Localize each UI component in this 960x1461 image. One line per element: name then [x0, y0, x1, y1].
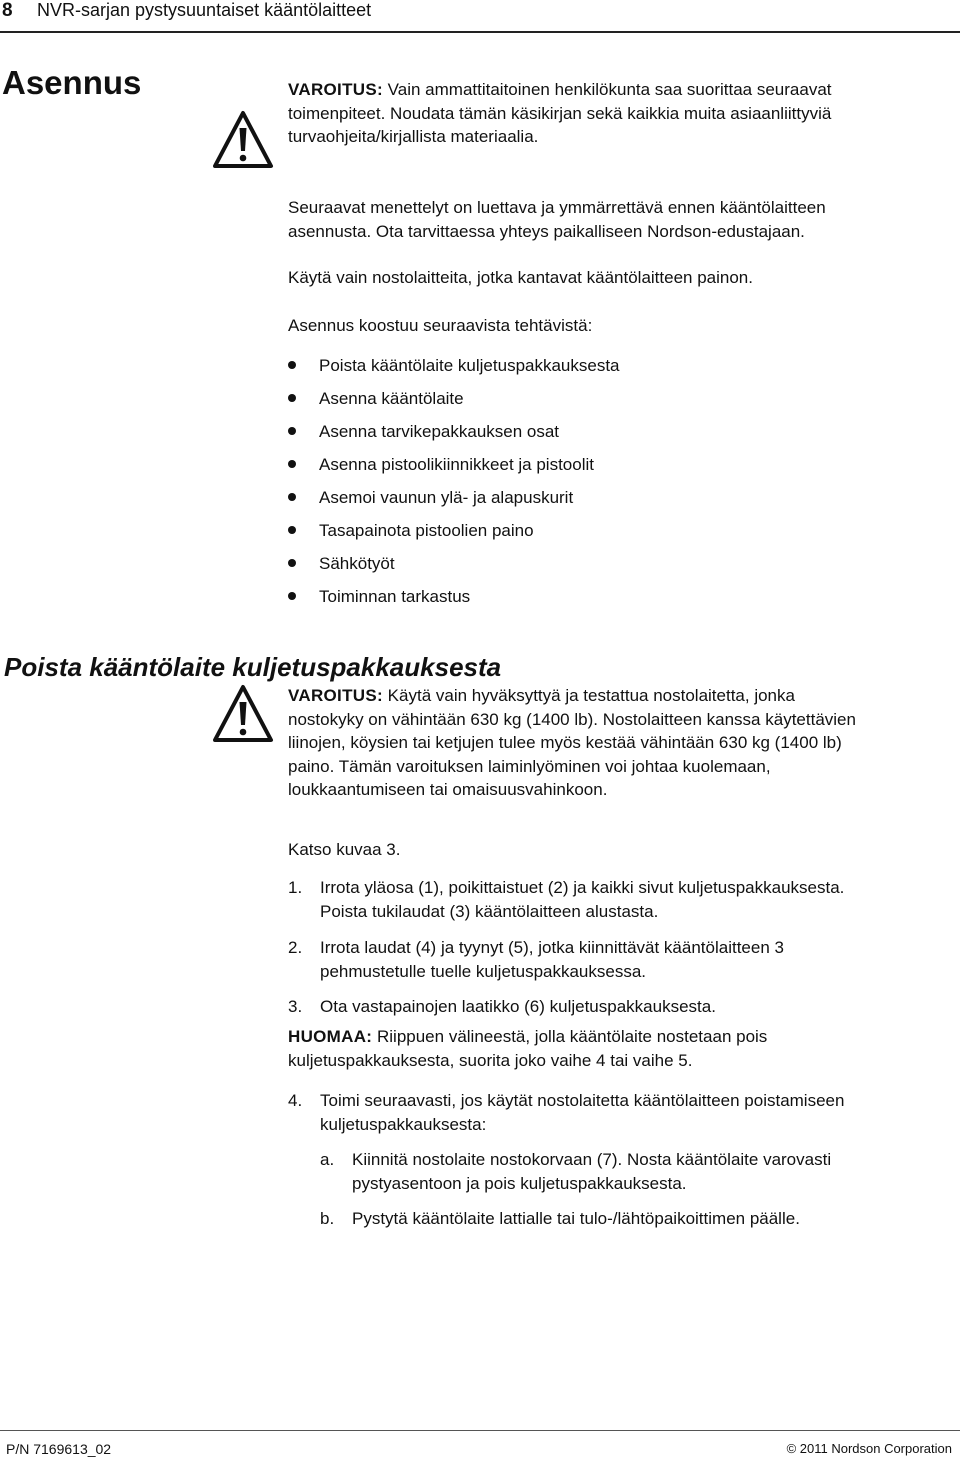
warning-label: VAROITUS:	[288, 686, 383, 705]
bullet-icon	[288, 559, 296, 567]
list-item: Tasapainota pistoolien paino	[288, 519, 888, 543]
substep-text	[352, 1148, 952, 1195]
bullet-icon	[288, 361, 296, 369]
page-number: 8	[2, 0, 13, 21]
figure-reference: Katso kuvaa 3.	[288, 840, 401, 859]
bullet-icon	[288, 460, 296, 468]
step-line: kuljetuspakkauksesta:	[320, 1114, 487, 1134]
warning-text: toimenpiteet. Noudata tämän käsikirjan sekä kaikkia muita asiaanliittyviä	[288, 103, 832, 123]
list-item: Asenna kääntölaite	[288, 387, 888, 411]
part-number: P/N 7169613_02	[6, 1441, 112, 1457]
step-text	[320, 995, 950, 1019]
warning-text: nostokyky on vähintään 630 kg (1400 lb). Nostolaitteen kanssa käytettävien	[288, 709, 856, 729]
paragraph-line: asennusta. Ota tarvittaessa yhteys paikalliseen Nordson-edustajaan.	[288, 221, 805, 241]
list-item: Toiminnan tarkastus	[288, 585, 888, 609]
note-text: kuljetuspakkauksesta, suorita joko vaihe 4 tai vaihe 5.	[288, 1050, 693, 1070]
section-heading-remove-from-crate: Poista kääntölaite kuljetuspakkauksesta	[4, 652, 502, 682]
paragraph: Asennus koostuu seuraavista tehtävistä:	[288, 316, 593, 335]
list-item: Poista kääntölaite kuljetuspakkauksesta	[288, 354, 888, 378]
step-text	[320, 1089, 950, 1136]
running-header-title: NVR-sarjan pystysuuntaiset kääntölaitteet	[37, 0, 372, 20]
footer-divider	[0, 1430, 960, 1431]
section-heading-asennus: Asennus	[2, 64, 142, 101]
list-item: Asemoi vaunun ylä- ja alapuskurit	[288, 486, 888, 510]
warning-block-1	[288, 78, 938, 149]
step-number: 4.	[288, 1091, 303, 1110]
bullet-icon	[288, 592, 296, 600]
warning-triangle-icon	[212, 110, 274, 170]
paragraph: Käytä vain nostolaitteita, jotka kantavat kääntölaitteen painon.	[288, 268, 753, 287]
bullet-icon	[288, 526, 296, 534]
step-line: Irrota laudat (4) ja tyynyt (5), jotka kiinnittävät kääntölaitteen 3	[320, 938, 784, 957]
bullet-icon	[288, 427, 296, 435]
warning-text: paino. Tämän varoituksen laiminlyöminen voi johtaa kuolemaan,	[288, 756, 771, 776]
paragraph-line: Seuraavat menettelyt on luettava ja ymmärrettävä ennen kääntölaitteen	[288, 198, 826, 217]
substep-letter: a.	[320, 1150, 335, 1169]
note-block	[288, 1025, 938, 1072]
step-line: Irrota yläosa (1), poikittaistuet (2) ja kaikki sivut kuljetuspakkauksesta.	[320, 878, 845, 897]
paragraph	[288, 196, 938, 243]
warning-label: VAROITUS:	[288, 80, 383, 99]
step-number: 1.	[288, 878, 303, 897]
substep-text	[352, 1207, 952, 1231]
note-text: Riippuen välineestä, jolla kääntölaite nostetaan pois	[372, 1027, 768, 1046]
substep-line: pystyasentoon ja pois kuljetuspakkauksesta.	[352, 1173, 687, 1193]
warning-triangle-icon	[212, 684, 274, 744]
substep-line: Kiinnitä nostolaite nostokorvaan (7). Nosta kääntölaite varovasti	[352, 1150, 832, 1169]
note-label: HUOMAA:	[288, 1027, 373, 1046]
list-item: Asenna tarvikepakkauksen osat	[288, 420, 888, 444]
list-item: Sähkötyöt	[288, 552, 888, 576]
warning-text: liinojen, köysien tai ketjujen tulee myös kestää vähintään 630 kg (1400 lb)	[288, 733, 842, 752]
step-text	[320, 876, 950, 923]
warning-block-2	[288, 684, 938, 802]
step-number: 2.	[288, 938, 303, 957]
step-line: Toimi seuraavasti, jos käytät nostolaitetta kääntölaitteen poistamiseen	[320, 1091, 845, 1110]
step-line: Poista tukilaudat (3) kääntölaitteen alustasta.	[320, 901, 659, 921]
bullet-icon	[288, 493, 296, 501]
warning-text: loukkaantumiseen tai omaisuusvahinkoon.	[288, 780, 608, 799]
step-number: 3.	[288, 997, 303, 1016]
copyright: © 2011 Nordson Corporation	[786, 1441, 952, 1456]
step-line: Ota vastapainojen laatikko (6) kuljetuspakkauksesta.	[320, 997, 716, 1016]
bullet-icon	[288, 394, 296, 402]
substep-line: Pystytä kääntölaite lattialle tai tulo-/lähtöpaikoittimen päälle.	[352, 1209, 800, 1228]
warning-text: Käytä vain hyväksyttyä ja testattua nostolaitetta, jonka	[382, 686, 795, 705]
header-divider	[0, 31, 960, 33]
step-text	[320, 936, 950, 983]
substep-letter: b.	[320, 1209, 335, 1228]
step-line: pehmustetulle tuelle kuljetuspakkauksessa.	[320, 961, 647, 981]
list-item: Asenna pistoolikiinnikkeet ja pistoolit	[288, 453, 888, 477]
warning-text: turvaohjeita/kirjallista materiaalia.	[288, 127, 539, 146]
warning-text: Vain ammattitaitoinen henkilökunta saa suorittaa seuraavat	[382, 80, 832, 99]
